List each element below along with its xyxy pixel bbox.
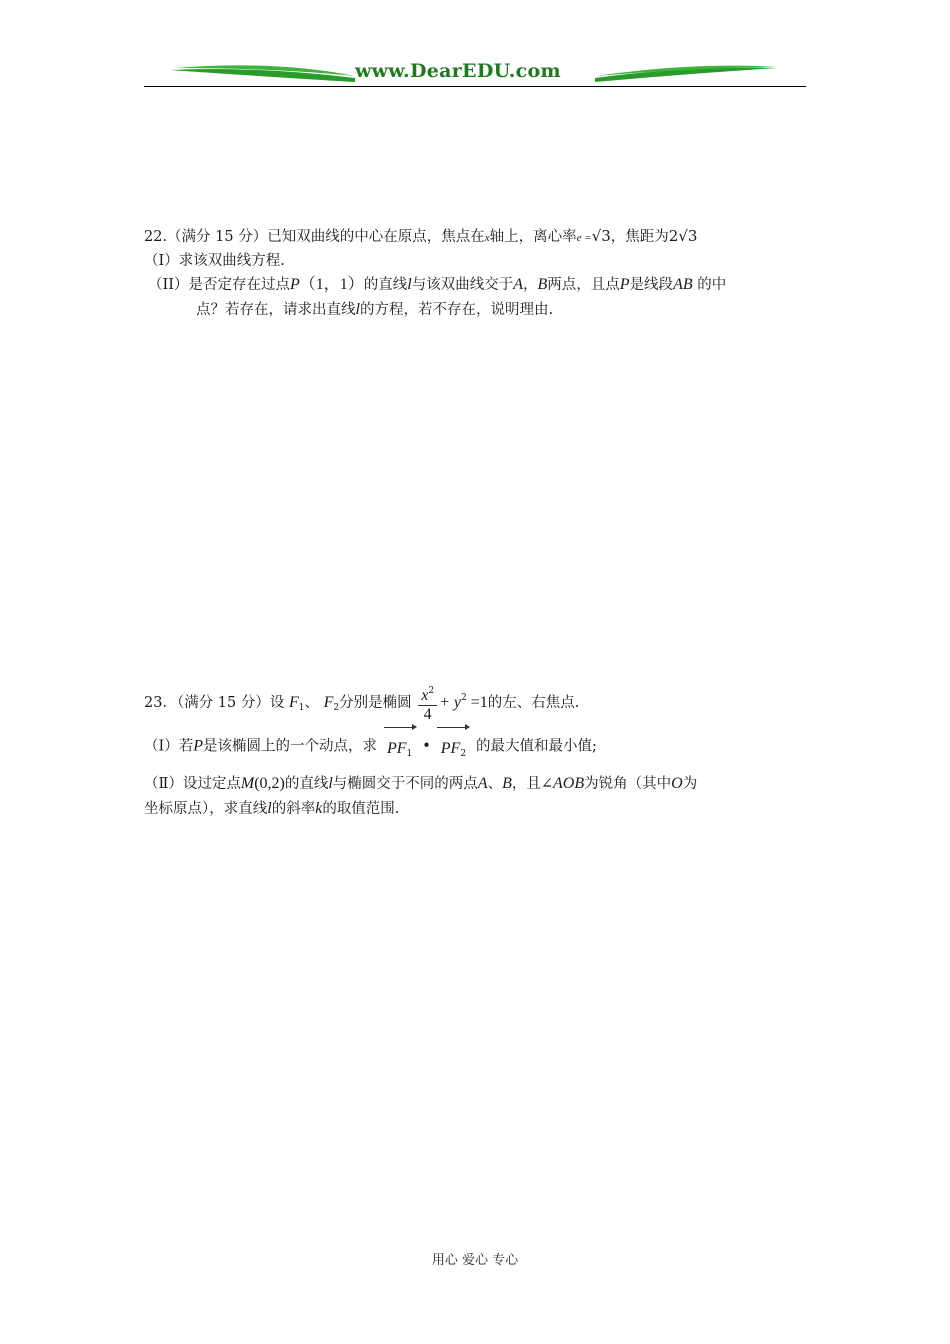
page-footer: 用心 爱心 专心 bbox=[431, 1253, 519, 1268]
ellipse-fraction: $\frac{x^2}{4}$ bbox=[418, 682, 437, 724]
q22-part2-line1: （II）是否定存在过点P（1，1）的直线l与该双曲线交于A，B两点，且点P是线段AB 的中 bbox=[148, 276, 727, 293]
q22-part1: （I）求该双曲线方程. bbox=[144, 253, 285, 269]
q22-line1: 22.（满分 15 分）已知双曲线的中心在原点，焦点在x轴上，离心率e =√3，焦距为2√3 bbox=[144, 227, 698, 245]
vector-pf1: $PF_1$ bbox=[382, 722, 418, 771]
vector-pf2: $PF_2$ bbox=[435, 722, 471, 771]
header-rule bbox=[144, 86, 806, 87]
logo-text: www.DearEDU.com bbox=[355, 60, 561, 82]
q23-part2-line1: （Ⅱ）设过定点M(0,2)的直线l与椭圆交于不同的两点A、B，且∠AOB为锐角（其中O为 bbox=[144, 775, 698, 792]
q23-line1: 23．（满分 15 分）设 $F_1$、 $F_2$分别是椭圆 $\frac{x^2}{4}$ + $y^2 =1$的左、右焦点. bbox=[144, 677, 579, 729]
q23-part1: （Ⅰ）若P是该椭圆上的一个动点，求 $PF_1$ • $PF_2$ 的最大值和最小值; bbox=[144, 722, 597, 771]
q23-part2-line2: 坐标原点），求直线l的斜率k的取值范围. bbox=[144, 800, 400, 817]
q22-part2-line2: 点？若存在，请求出直线l的方程，若不存在，说明理由. bbox=[196, 301, 554, 318]
